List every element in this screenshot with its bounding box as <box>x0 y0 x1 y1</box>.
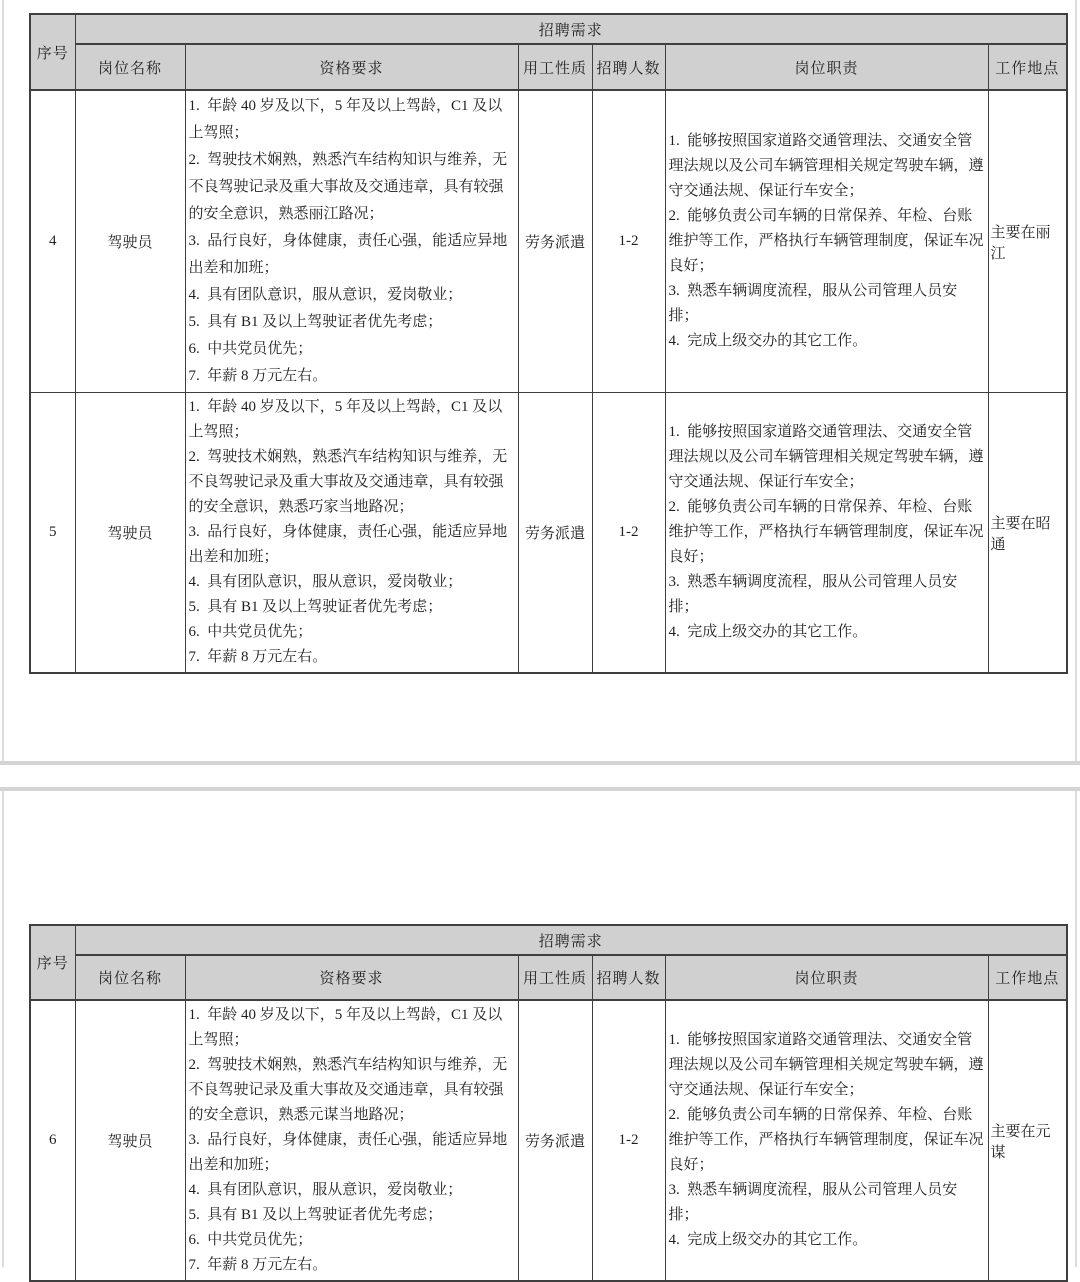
column-header-qualifications: 资格要求 <box>185 44 518 90</box>
list-item: 4. 完成上级交办的其它工作。 <box>668 624 868 640</box>
location-cell: 主要在丽江 <box>988 90 1067 393</box>
employment-type-cell: 劳务派遣 <box>518 90 592 393</box>
list-item: 3. 熟悉车辆调度流程，服从公司管理人员安排； <box>668 1182 958 1223</box>
location-cell: 主要在元谋 <box>988 1000 1067 1281</box>
qualifications-cell <box>185 1000 518 1281</box>
page-break-top-rule <box>0 761 1080 765</box>
column-header-employment-type: 用工性质 <box>518 955 592 1000</box>
list-item: 2. 驾驶技术娴熟，熟悉汽车结构知识与维养，无不良驾驶记录及重大事故及交通违章，具有较强的安全意识，熟悉丽江路况； <box>188 152 508 222</box>
list-item: 2. 能够负责公司车辆的日常保养、年检、台账维护等工作，严格执行车辆管理制度，保证车况良好； <box>668 499 984 565</box>
position-cell: 驾驶员 <box>75 1000 185 1281</box>
list-item: 4. 具有团队意识，服从意识，爱岗敬业； <box>188 574 463 590</box>
list-item: 1. 年龄 40 岁及以下，5 年及以上驾龄，C1 及以上驾照； <box>188 399 503 440</box>
employment-type-cell: 劳务派遣 <box>518 1000 592 1281</box>
column-header-employment-type: 用工性质 <box>518 44 592 90</box>
duties-cell <box>665 393 988 674</box>
duties-cell <box>665 90 988 393</box>
list-item: 1. 能够按照国家道路交通管理法、交通安全管理法规以及公司车辆管理相关规定驾驶车辆，遵守交通法规、保证行车安全； <box>668 1032 984 1098</box>
list-item: 5. 具有 B1 及以上驾驶证者优先考虑； <box>188 314 443 330</box>
list-item: 7. 年薪 8 万元左右。 <box>188 649 328 665</box>
list-item: 4. 完成上级交办的其它工作。 <box>668 1232 868 1248</box>
list-item: 3. 品行良好，身体健康，责任心强，能适应异地出差和加班； <box>188 233 508 276</box>
list-item: 3. 熟悉车辆调度流程，服从公司管理人员安排； <box>668 574 958 615</box>
list-item: 2. 驾驶技术娴熟，熟悉汽车结构知识与维养，无不良驾驶记录及重大事故及交通违章，具有较强的安全意识，熟悉巧家当地路况； <box>188 449 508 515</box>
list-item: 4. 具有团队意识，服从意识，爱岗敬业； <box>188 1182 463 1198</box>
page1-left-edge <box>2 0 4 761</box>
page-break-bottom-rule <box>0 787 1080 791</box>
column-header-headcount: 招聘人数 <box>592 955 665 1000</box>
list-item: 1. 能够按照国家道路交通管理法、交通安全管理法规以及公司车辆管理相关规定驾驶车辆，遵守交通法规、保证行车安全； <box>668 424 984 490</box>
page1-right-edge <box>1075 0 1077 761</box>
table-title: 招聘需求 <box>75 14 1067 44</box>
list-item: 2. 能够负责公司车辆的日常保养、年检、台账维护等工作，严格执行车辆管理制度，保证车况良好； <box>668 208 984 274</box>
list-item: 6. 中共党员优先； <box>188 1232 313 1248</box>
duties-cell <box>665 1000 988 1281</box>
list-item: 3. 品行良好，身体健康，责任心强，能适应异地出差和加班； <box>188 1132 508 1173</box>
list-item: 6. 中共党员优先； <box>188 624 313 640</box>
list-item: 7. 年薪 8 万元左右。 <box>188 368 328 384</box>
list-item: 5. 具有 B1 及以上驾驶证者优先考虑； <box>188 1207 443 1223</box>
column-header-duties: 岗位职责 <box>665 955 988 1000</box>
list-item: 4. 具有团队意识，服从意识，爱岗敬业； <box>188 287 463 303</box>
table-row <box>30 90 1067 393</box>
position-cell: 驾驶员 <box>75 90 185 393</box>
list-item: 7. 年薪 8 万元左右。 <box>188 1257 328 1273</box>
list-item: 2. 能够负责公司车辆的日常保养、年检、台账维护等工作，严格执行车辆管理制度，保证车况良好； <box>668 1107 984 1173</box>
headcount-cell: 1-2 <box>592 1000 665 1281</box>
recruitment-table-page2 <box>29 924 1068 1282</box>
recruitment-table-page1 <box>29 13 1068 674</box>
list-item: 6. 中共党员优先； <box>188 341 313 357</box>
list-item: 1. 年龄 40 岁及以下，5 年及以上驾龄，C1 及以上驾照； <box>188 98 503 141</box>
row-number-cell: 4 <box>30 90 75 393</box>
column-header-qualifications: 资格要求 <box>185 955 518 1000</box>
list-item: 4. 完成上级交办的其它工作。 <box>668 333 868 349</box>
column-header-position: 岗位名称 <box>75 44 185 90</box>
table-row <box>30 1000 1067 1281</box>
column-header-no: 序号 <box>30 14 75 90</box>
row-number-cell: 6 <box>30 1000 75 1281</box>
qualifications-cell <box>185 90 518 393</box>
table-title: 招聘需求 <box>75 925 1067 955</box>
column-header-headcount: 招聘人数 <box>592 44 665 90</box>
list-item: 1. 能够按照国家道路交通管理法、交通安全管理法规以及公司车辆管理相关规定驾驶车辆，遵守交通法规、保证行车安全； <box>668 133 984 199</box>
qualifications-cell <box>185 393 518 674</box>
table-row <box>30 393 1067 674</box>
employment-type-cell: 劳务派遣 <box>518 393 592 674</box>
page2-left-edge <box>2 791 4 1267</box>
row-number-cell: 5 <box>30 393 75 674</box>
list-item: 3. 品行良好，身体健康，责任心强，能适应异地出差和加班； <box>188 524 508 565</box>
position-cell: 驾驶员 <box>75 393 185 674</box>
list-item: 2. 驾驶技术娴熟，熟悉汽车结构知识与维养，无不良驾驶记录及重大事故及交通违章，具有较强的安全意识，熟悉元谋当地路况； <box>188 1057 508 1123</box>
column-header-position: 岗位名称 <box>75 955 185 1000</box>
location-cell: 主要在昭通 <box>988 393 1067 674</box>
column-header-duties: 岗位职责 <box>665 44 988 90</box>
list-item: 5. 具有 B1 及以上驾驶证者优先考虑； <box>188 599 443 615</box>
page2-right-edge <box>1075 791 1077 1267</box>
column-header-location: 工作地点 <box>988 44 1067 90</box>
headcount-cell: 1-2 <box>592 90 665 393</box>
column-header-location: 工作地点 <box>988 955 1067 1000</box>
headcount-cell: 1-2 <box>592 393 665 674</box>
column-header-no: 序号 <box>30 925 75 1000</box>
list-item: 1. 年龄 40 岁及以下，5 年及以上驾龄，C1 及以上驾照； <box>188 1007 503 1048</box>
list-item: 3. 熟悉车辆调度流程，服从公司管理人员安排； <box>668 283 958 324</box>
